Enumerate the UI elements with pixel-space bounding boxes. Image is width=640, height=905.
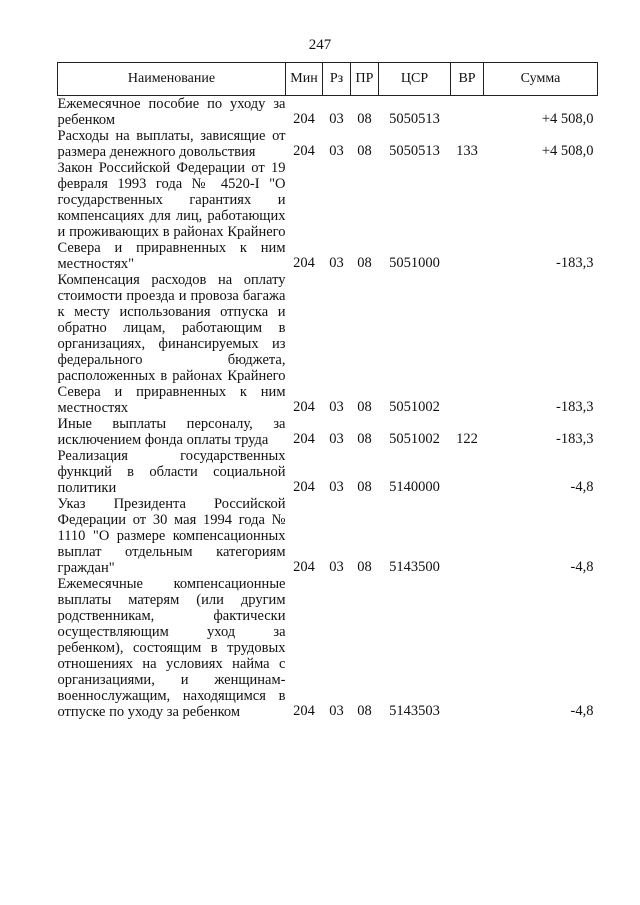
cell-pr: 08 — [357, 703, 372, 719]
cell-name: Ежемесячные компенсационные выплаты матерям (или другим родственникам, фактически осуществляющим уход за ребенком), состоящим в трудовых отношениях на условиях найма с организациями, и женщинам-военнослужащим, находящимся в отпуске по уходу за ребенком — [57, 576, 286, 720]
cell-sum: -183,3 — [556, 431, 594, 447]
cell-rz: 03 — [329, 703, 344, 719]
cell-vr: 122 — [456, 431, 478, 447]
cell-min: 204 — [293, 255, 315, 271]
header-sum: Сумма — [484, 63, 598, 96]
header-csr: ЦСР — [379, 63, 451, 96]
page-number: 247 — [308, 37, 332, 53]
cell-min: 204 — [293, 111, 315, 127]
table-row — [58, 448, 598, 496]
cell-rz: 03 — [329, 479, 344, 495]
header-pr: ПР — [351, 63, 379, 96]
cell-name: Ежемесячное пособие по уходу за ребенком — [57, 96, 286, 128]
cell-name: Иные выплаты персоналу, за исключением фонда оплаты труда — [57, 416, 286, 448]
cell-name: Закон Российской Федерации от 19 февраля 1993 года № 4520-I "О государственных гарантиях и компенсациях для лиц, работающих и проживающих в районах Крайнего Севера и приравненных к ним местностях" — [57, 160, 286, 272]
cell-csr: 5050513 — [389, 143, 440, 159]
header-vr: ВР — [451, 63, 484, 96]
cell-sum: +4 508,0 — [541, 143, 594, 159]
cell-vr — [451, 96, 484, 129]
cell-sum: -183,3 — [556, 399, 594, 415]
table-row — [58, 160, 598, 272]
cell-csr: 5143500 — [389, 559, 440, 575]
cell-min: 204 — [293, 559, 315, 575]
cell-rz: 03 — [329, 559, 344, 575]
cell-sum: -4,8 — [570, 559, 594, 575]
cell-pr: 08 — [357, 399, 372, 415]
table-row — [58, 128, 598, 160]
cell-csr: 5051002 — [389, 431, 440, 447]
cell-csr: 5140000 — [389, 479, 440, 495]
cell-sum: -4,8 — [570, 479, 594, 495]
cell-pr: 08 — [357, 255, 372, 271]
cell-vr — [451, 496, 484, 576]
cell-sum: +4 508,0 — [541, 111, 594, 127]
cell-vr — [451, 272, 484, 416]
cell-vr — [451, 448, 484, 496]
cell-vr — [451, 160, 484, 272]
cell-csr: 5050513 — [389, 111, 440, 127]
cell-name: Расходы на выплаты, зависящие от размера денежного довольствия — [57, 128, 286, 160]
cell-csr: 5051002 — [389, 399, 440, 415]
table-header-row — [58, 63, 598, 96]
budget-table — [57, 62, 598, 720]
cell-sum: -183,3 — [556, 255, 594, 271]
cell-min: 204 — [293, 479, 315, 495]
cell-rz: 03 — [329, 255, 344, 271]
cell-name: Компенсация расходов на оплату стоимости проезда и провоза багажа к месту использования отпуска и обратно лицам, работающим в организациях, финансируемых из федерального бюджета, расположенных в районах Крайнего Севера и приравненных к ним местностях — [57, 272, 286, 416]
cell-rz: 03 — [329, 143, 344, 159]
cell-sum: -4,8 — [570, 703, 594, 719]
cell-rz: 03 — [329, 111, 344, 127]
cell-vr: 133 — [456, 143, 478, 159]
cell-name: Реализация государственных функций в области социальной политики — [57, 448, 286, 496]
cell-pr: 08 — [357, 431, 372, 447]
cell-min: 204 — [293, 703, 315, 719]
cell-csr: 5143503 — [389, 703, 440, 719]
table-row — [58, 416, 598, 448]
header-min: Мин — [286, 63, 323, 96]
header-rz: Рз — [323, 63, 351, 96]
cell-csr: 5051000 — [389, 255, 440, 271]
cell-pr: 08 — [357, 111, 372, 127]
table-row — [58, 272, 598, 416]
table-row — [58, 496, 598, 576]
cell-rz: 03 — [329, 399, 344, 415]
cell-pr: 08 — [357, 479, 372, 495]
cell-pr: 08 — [357, 143, 372, 159]
cell-vr — [451, 576, 484, 720]
table-row — [58, 96, 598, 129]
header-name: Наименование — [58, 63, 286, 96]
cell-min: 204 — [293, 143, 315, 159]
cell-min: 204 — [293, 431, 315, 447]
cell-pr: 08 — [357, 559, 372, 575]
cell-name: Указ Президента Российской Федерации от 30 мая 1994 года № 1110 "О размере компенсационных выплат отдельным категориям граждан" — [57, 496, 286, 576]
cell-min: 204 — [293, 399, 315, 415]
table-row — [58, 576, 598, 720]
cell-rz: 03 — [329, 431, 344, 447]
